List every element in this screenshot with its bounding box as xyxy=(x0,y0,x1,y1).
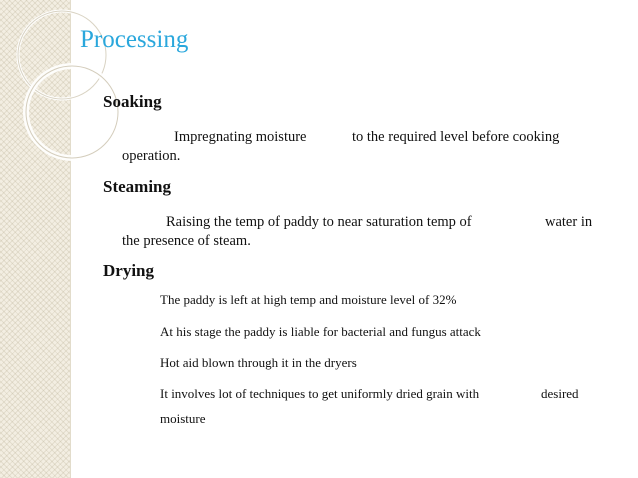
heading-drying: Drying xyxy=(103,261,154,280)
heading-soaking: Soaking xyxy=(103,92,162,111)
paragraph-soaking: Impregnating moisture to the required level before cooking operation. xyxy=(122,129,560,164)
drying-point-1: The paddy is left at high temp and moisture level of 32% xyxy=(160,292,457,307)
paragraph-steaming: Raising the temp of paddy to near saturation temp of water in the presence of steam. xyxy=(122,214,593,249)
drying-point-3: Hot aid blown through it in the dryers xyxy=(160,355,357,370)
slide-title: Processing xyxy=(80,26,189,53)
drying-point-4: It involves lot of techniques to get uniformly dried grain with desired xyxy=(160,386,579,401)
heading-steaming: Steaming xyxy=(103,177,171,196)
drying-point-2: At his stage the paddy is liable for bacterial and fungus attack xyxy=(160,324,481,339)
drying-point-4-continued: moisture xyxy=(160,411,206,426)
